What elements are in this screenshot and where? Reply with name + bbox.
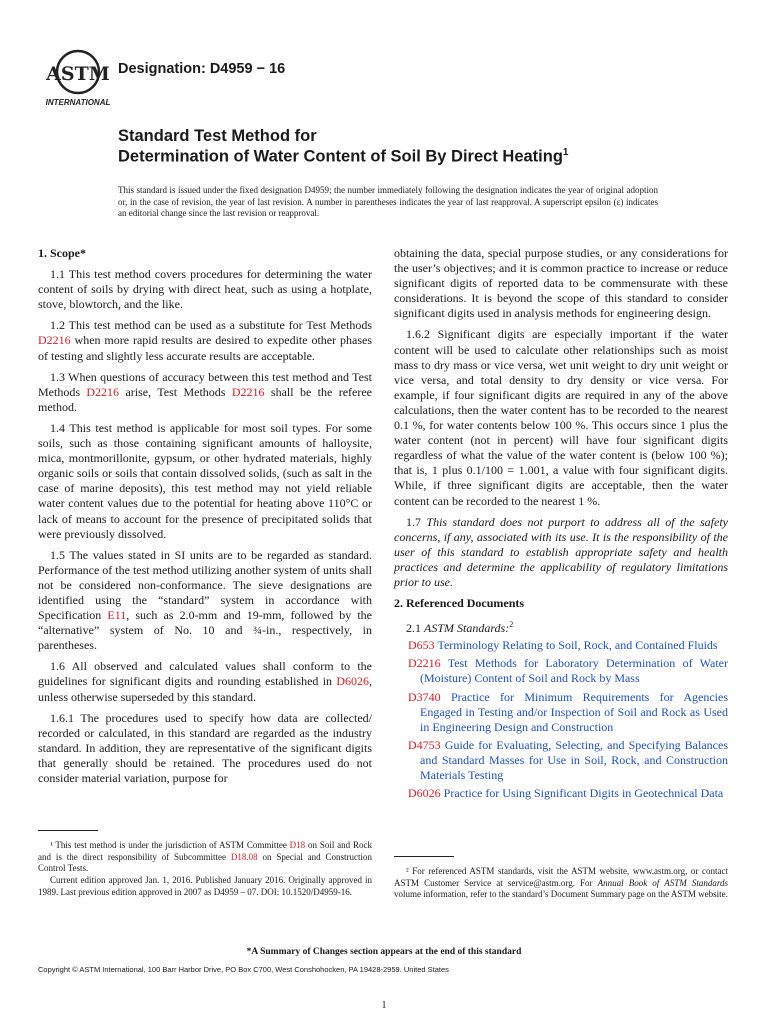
footnote-divider — [394, 856, 454, 857]
summary-of-changes-note: *A Summary of Changes section appears at the end of this standard — [246, 947, 522, 957]
document-title-line2 — [118, 147, 568, 167]
ref-code-d3740[interactable]: D3740 — [408, 689, 441, 704]
left-column — [38, 246, 372, 786]
ref-link-d6026[interactable]: D6026 — [336, 674, 369, 689]
para-1-6-1: 1.6.1 The procedures used to specify how data are collected/ recorded or calculated, in this standard are regarded as the industry standard. In addition, they are representative of the significant digits that generally should be retained. The procedures used do not consider material variation, purpose for — [38, 710, 372, 785]
para-1-3: 1.3 When questions of accuracy between this test method and Test Methods D2216 arise, Test Methods D2216 shall be the referee method. — [38, 369, 373, 414]
para-1-7: 1.7 This standard does not purport to address all of the safety concerns, if any, associated with its use. It is the responsibility of the user of this standard to establish appropriate safety and health practices and determine the applicability of regulatory limitations prior to use. — [394, 514, 728, 589]
ref-link-d2216[interactable]: D2216 — [38, 333, 71, 348]
designation: Designation: D4959 − 16 — [118, 61, 286, 77]
ref-title[interactable]: Test Methods for Laboratory Determination of Water (Moisture) Content of Soil and Rock by Mass — [420, 656, 728, 686]
page-number: 1 — [381, 1000, 387, 1011]
reference-item — [394, 786, 728, 801]
reference-item — [394, 690, 728, 735]
logo-international-text: INTERNATIONAL — [45, 98, 111, 107]
para-1-6-1-continued: obtaining the data, special purpose studies, or any considerations for the user’s objectives; and it is common practice to increase or reduce significant digits of reported data to be commensurate with these considerations. It is beyond the scope of this standard to consider significant digits used in analysis methods for engineering design. — [394, 246, 728, 321]
ref-link-d2216[interactable]: D2216 — [86, 384, 120, 399]
ref-link-subcommittee-d18-08[interactable]: D18.08 — [230, 851, 258, 862]
astm-logo — [42, 47, 114, 111]
footnote-2: ² For referenced ASTM standards, visit the ASTM website, www.astm.org, or contact ASTM Customer Service at service@astm.org. For Annual Book of ASTM Standards volume information, refer to the standard’s Document Summary page on the ASTM website. — [394, 866, 729, 900]
ref-link-committee-d18[interactable]: D18 — [289, 840, 306, 850]
para-1-2: 1.2 This test method can be used as a substitute for Test Methods D2216 when more rapid results are desired to expedite other phases of testing and slightly less accurate results are acceptable. — [38, 318, 372, 363]
reference-item — [394, 738, 728, 783]
right-column — [394, 246, 728, 804]
para-1-1: 1.1 This test method covers procedures for determining the water content of soils by drying with direct heat, such as using a hotplate, stove, blowtorch, and the like. — [38, 267, 372, 312]
title-footnote-marker: 1 — [562, 147, 569, 158]
reference-item — [394, 638, 728, 653]
document-title-line1: Standard Test Method for — [118, 127, 317, 145]
referenced-documents-heading: 2. Referenced Documents — [394, 596, 525, 611]
svg-text:ASTM: ASTM — [46, 63, 110, 85]
title-text: Determination of Water Content of Soil By Direct Heating — [118, 147, 563, 166]
ref-link-d2216[interactable]: D2216 — [231, 384, 265, 399]
copyright-notice: Copyright © ASTM International, 100 Barr Harbor Drive, PO Box C700, West Conshohocken, PA 19428-2959. United States — [38, 965, 449, 974]
ref-link-e11[interactable]: E11 — [107, 608, 127, 623]
ref-code-d2216[interactable]: D2216 — [408, 656, 441, 671]
ref-code-d4753[interactable]: D4753 — [408, 737, 441, 752]
reference-item — [394, 656, 728, 686]
issuance-statement: This standard is issued under the fixed designation D4959; the number immediately following the designation indicates the year of original adoption or, in the case of revision, the year of last revision. A number in parentheses indicates the year of last reapproval. A superscript epsilon (ε) indicates an editorial change since the last revision or reapproval. — [118, 185, 658, 218]
footnote-divider — [38, 830, 98, 831]
ref-code-d653[interactable]: D653 — [408, 638, 435, 653]
ref-code-d6026[interactable]: D6026 — [408, 786, 441, 801]
ref-title[interactable]: Guide for Evaluating, Selecting, and Specifying Balances and Standard Masses for Use in Soil, Rock, and Construction Materials Testing — [420, 737, 728, 782]
para-1-4: 1.4 This test method is applicable for most soil types. For some soils, such as those containing significant amounts of halloysite, mica, montmorillonite, gypsum, or other hydrated materials, highly organic soils or soils that contain dissolved solids, (such as salt in the case of marine deposits), this test method may not yield reliable water content values due to the potential for heating above 110°C or lack of means to account for the presence of precipitated solids that were previously dissolved. — [38, 420, 372, 541]
para-2-1: 2.1 ASTM Standards:$^2$ — [406, 620, 514, 636]
scope-heading: 1. Scope* — [38, 246, 86, 260]
ref-title[interactable]: Terminology Relating to Soil, Rock, and Contained Fluids — [434, 638, 718, 653]
footnote-1: ¹ This test method is under the jurisdiction of ASTM Committee D18 on Soil and Rock and is the direct responsibility of Subcommittee D18.08 on Special and Construction Control Tests. Current edition approved Jan. 1, 2016. Published January 2016. Originally approved in 1989. Last previous edition approved in 2007 as D4959 – 07. DOI: 10.1520/D4959-16. — [38, 840, 373, 897]
footnote-1-edition: Current edition approved Jan. 1, 2016. Published January 2016. Originally approved in 1989. Last previous edition approved in 2007 as D4959 – 07. DOI: 10.1520/D4959-16. — [38, 875, 372, 897]
ref-title[interactable]: Practice for Using Significant Digits in Geotechnical Data — [440, 786, 724, 801]
para-1-5: 1.5 The values stated in SI units are to be regarded as standard. Performance of the test method utilizing another system of units shall not be considered non-conformance. The sieve designations are identified using the “standard” system in accordance with Specification E11, such as 2.0-mm and 19-mm, followed by the “alternative” system of No. 10 and ¾-in., respectively, in parentheses. — [38, 547, 372, 653]
para-1-6: 1.6 All observed and calculated values shall conform to the guidelines for significant digits and rounding established in D6026, unless otherwise superseded by this standard. — [38, 659, 372, 704]
ref-title[interactable]: Practice for Minimum Requirements for Agencies Engaged in Testing and/or Inspection of Soil and Rock as Used in Engineering Design and Construction — [420, 689, 728, 734]
para-1-6-2: 1.6.2 Significant digits are especially important if the water content will be used to calculate other relationships such as moist mass to dry mass or vice versa, wet unit weight to dry unit weight or vice versa, and total density to dry density or vice versa. For example, if four significant digits are required in any of the above calculations, then the water content has to be recorded to the nearest 0.1 %, for water contents below 100 %. This occurs since 1 plus the water content (not in percent) will have four significant digits regardless of what the value of the water content is (below 100 %); that is, 1 plus 0.1/100 = 1.001, a value with four significant digits. While, if three significant digits are acceptable, then the water content can be recorded to the nearest 1 %. — [394, 327, 728, 508]
